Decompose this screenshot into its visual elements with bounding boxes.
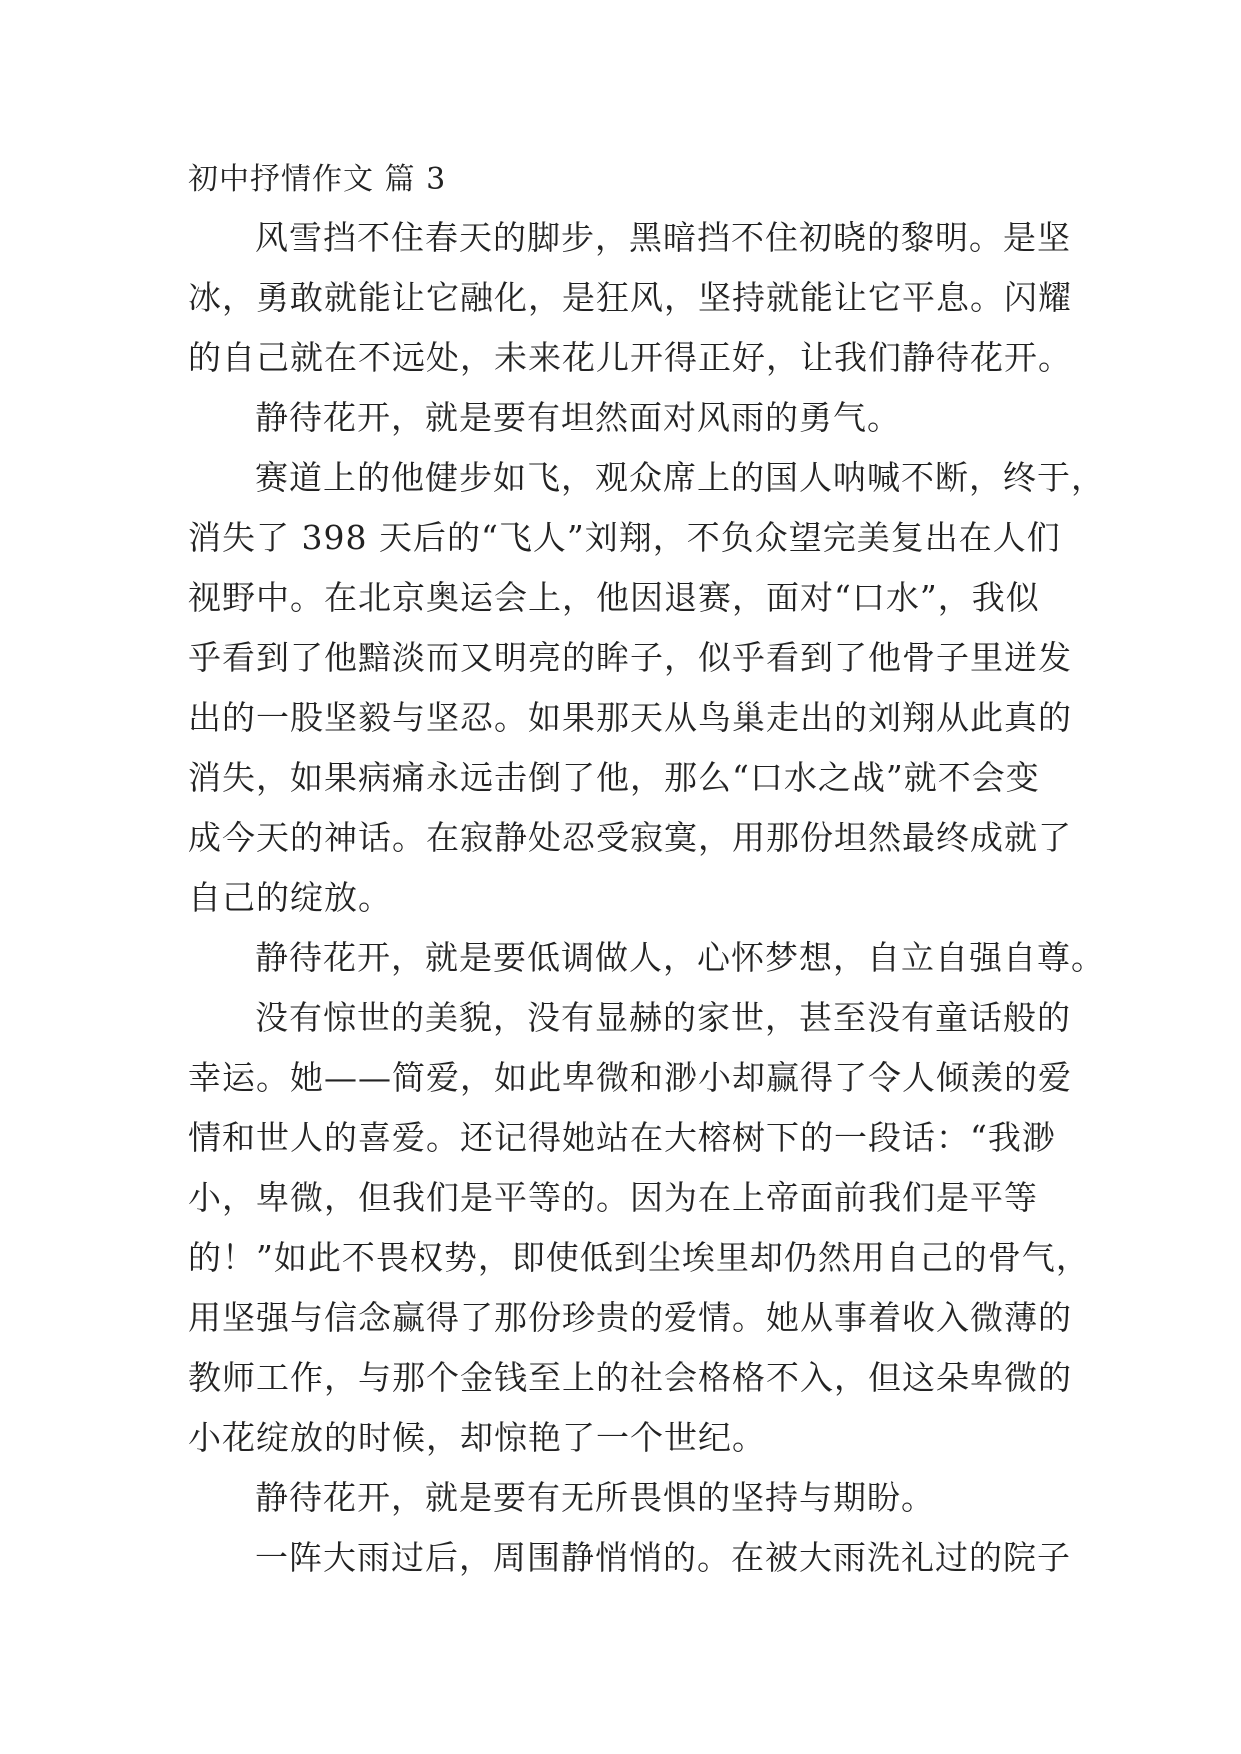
paragraph-5-line-7: 教师工作，与那个金钱至上的社会格格不入，但这朵卑微的 (188, 1358, 1072, 1397)
paragraph-3-line-6: 消失，如果病痛永远击倒了他，那么“口水之战”就不会变 (188, 758, 1040, 797)
paragraph-4-line-1: 静待花开，就是要低调做人，心怀梦想，自立自强自尊。 (255, 938, 1105, 977)
paragraph-5-line-2: 幸运。她——简爱，如此卑微和渺小却赢得了令人倾羡的爱 (188, 1058, 1072, 1097)
paragraph-7-line-1: 一阵大雨过后，周围静悄悄的。在被大雨洗礼过的院子 (255, 1538, 1071, 1577)
paragraph-5-line-6: 用坚强与信念赢得了那份珍贵的爱情。她从事着收入微薄的 (188, 1298, 1072, 1337)
essay-heading: 初中抒情作文 篇 3 (188, 162, 447, 197)
paragraph-3-line-5: 出的一股坚毅与坚忍。如果那天从鸟巢走出的刘翔从此真的 (188, 698, 1072, 737)
paragraph-3-line-2: 消失了 398 天后的“飞人”刘翔，不负众望完美复出在人们 (188, 518, 1061, 557)
paragraph-3-line-8: 自己的绽放。 (188, 878, 392, 917)
paragraph-5-line-3: 情和世人的喜爱。还记得她站在大榕树下的一段话：“我渺 (188, 1118, 1056, 1157)
paragraph-3-line-4: 乎看到了他黯淡而又明亮的眸子，似乎看到了他骨子里迸发 (188, 638, 1072, 677)
paragraph-3-line-7: 成今天的神话。在寂静处忍受寂寞，用那份坦然最终成就了 (188, 818, 1072, 857)
paragraph-1-line-1: 风雪挡不住春天的脚步，黑暗挡不住初晓的黎明。是坚 (255, 218, 1071, 257)
paragraph-3-line-1: 赛道上的他健步如飞，观众席上的国人呐喊不断，终于， (255, 458, 1105, 497)
paragraph-5-line-1: 没有惊世的美貌，没有显赫的家世，甚至没有童话般的 (255, 998, 1071, 1037)
paragraph-3-line-3: 视野中。在北京奥运会上，他因退赛，面对“口水”，我似 (188, 578, 1040, 617)
paragraph-1-line-3: 的自己就在不远处，未来花儿开得正好，让我们静待花开。 (188, 338, 1072, 377)
paragraph-1-line-2: 冰，勇敢就能让它融化，是狂风，坚持就能让它平息。闪耀 (188, 278, 1072, 317)
paragraph-2-line-1: 静待花开，就是要有坦然面对风雨的勇气。 (255, 398, 901, 437)
paragraph-6-line-1: 静待花开，就是要有无所畏惧的坚持与期盼。 (255, 1478, 935, 1517)
paragraph-5-line-4: 小，卑微，但我们是平等的。因为在上帝面前我们是平等 (188, 1178, 1038, 1217)
paragraph-5-line-8: 小花绽放的时候，却惊艳了一个世纪。 (188, 1418, 766, 1457)
paragraph-5-line-5: 的！”如此不畏权势，即使低到尘埃里却仍然用自己的骨气， (188, 1238, 1090, 1277)
